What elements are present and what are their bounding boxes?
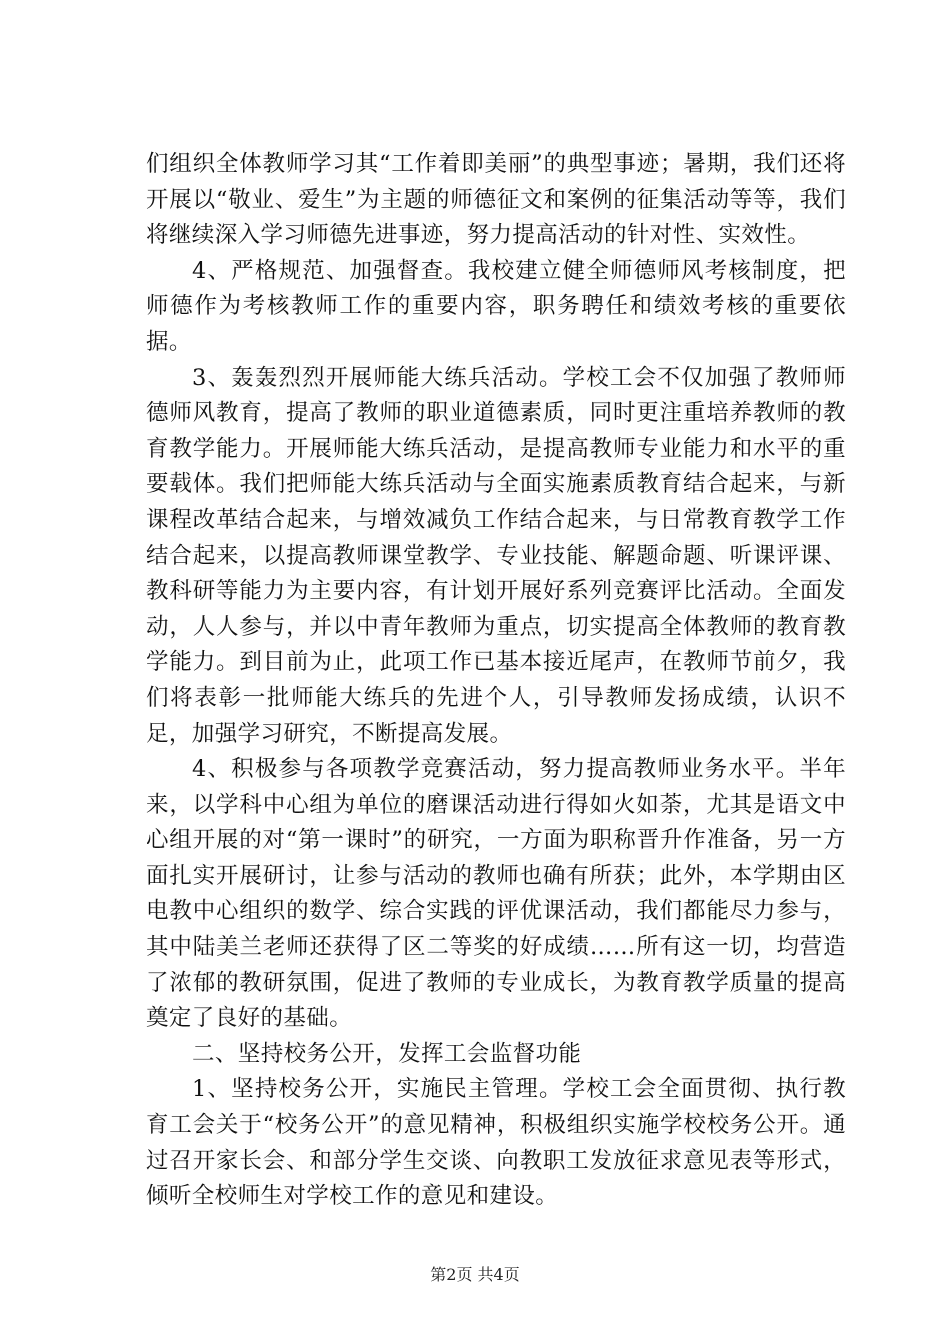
document-body <box>146 147 846 1215</box>
paragraph-item-1-openness: 1、坚持校务公开，实施民主管理。学校工会全面贯彻、执行教育工会关于“校务公开”的意见精神，积极组织实施学校校务公开。通过召开家长会、和部分学生交谈、向教职工发放征求意见表等形式，倾听全校师生对学校工作的意见和建设。 <box>146 1076 846 1210</box>
paragraph-item-4-supervision: 4、严格规范、加强督查。我校建立健全师德师风考核制度，把师德作为考核教师工作的重要内容，职务聘任和绩效考核的重要依据。 <box>146 257 846 355</box>
paragraph-item-4-competitions: 4、积极参与各项教学竞赛活动，努力提高教师业务水平。半年来，以学科中心组为单位的磨课活动进行得如火如荼，尤其是语文中心组开展的对“第一课时”的研究，一方面为职称晋升作准备，另一方面扎实开展研讨，让参与活动的教师也确有所获；此外，本学期由区电教中心组织的数学、综合实践的评优课活动，我们都能尽力参与，其中陆美兰老师还获得了区二等奖的好成绩……所有这一切，均营造了浓郁的教研氛围，促进了教师的专业成长，为教育教学质量的提高奠定了良好的基础。 <box>146 756 846 1032</box>
section-heading: 二、坚持校务公开，发挥工会监督功能 <box>192 1040 582 1067</box>
page-footer: 第2页 共4页 <box>430 1265 520 1284</box>
paragraph-continued: 们组织全体教师学习其“工作着即美丽”的典型事迹；暑期，我们还将开展以“敬业、爱生”为主题的师德征文和案例的征集活动等等，我们将继续深入学习师德先进事迹，努力提高活动的针对性、实效性。 <box>146 151 846 249</box>
paragraph-item-3-training: 3、轰轰烈烈开展师能大练兵活动。学校工会不仅加强了教师师德师风教育，提高了教师的职业道德素质，同时更注重培养教师的教育教学能力。开展师能大练兵活动，是提高教师专业能力和水平的重要载体。我们把师能大练兵活动与全面实施素质教育结合起来，与新课程改革结合起来，与增效减负工作结合起来，与日常教育教学工作结合起来，以提高教师课堂教学、专业技能、解题命题、听课评课、教科研等能力为主要内容，有计划开展好系列竞赛评比活动。全面发动，人人参与，并以中青年教师为重点，切实提高全体教师的教育教学能力。到目前为止，此项工作已基本接近尾声，在教师节前夕，我们将表彰一批师能大练兵的先进个人，引导教师发扬成绩，认识不足，加强学习研究，不断提高发展。 <box>146 364 846 747</box>
